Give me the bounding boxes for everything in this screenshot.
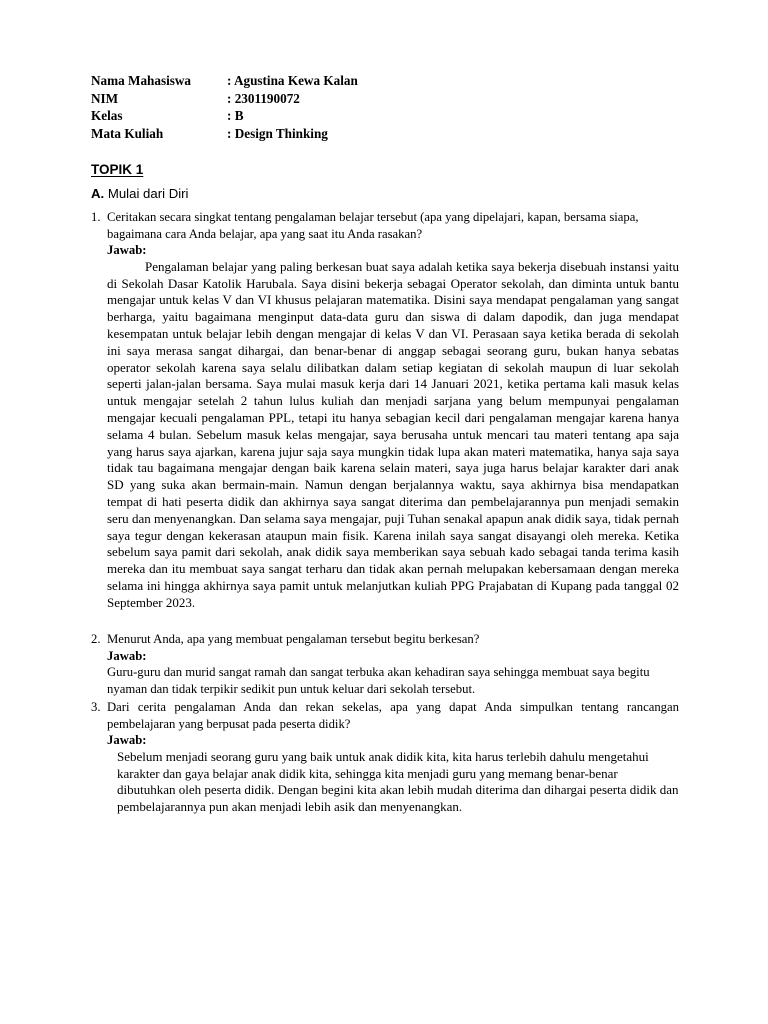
- answer-label: Jawab:: [107, 648, 147, 663]
- info-row-course: [91, 125, 358, 143]
- section-heading: [91, 186, 188, 201]
- student-info: [91, 72, 358, 142]
- answer-text: Pengalaman belajar yang paling berkesan buat saya adalah ketika saya bekerja disebuah instansi yaitu di Sekolah Dasar Katolik Harubala. Saya disini bekerja sebagai Operator sekolah, dan diminta untuk bantu mengajar untuk kelas V dan VI khusus pelajaran matematika. Disini saya mendapat pengalaman yang sangat berharga, yaitu bagaimana menginput data-data guru dan siswa di dalam dapodik, dan juga mendapat kesempatan untuk belajar lebih dengan mengajar di kelas V dan VI. Perasaan saya ketika berada di sekolah ini saya merasa sangat dihargai, dan benar-benar di anggap sebagai seorang guru, bukan hanya sebatas operator sekolah karena saya selalu dilibatkan dalam setiap kegiatan di sekolah maupun di luar sekolah seperti jalan-jalan bersama. Saya mulai masuk kerja dari 14 Januari 2021, ketika pertama kali masuk kelas untuk mengajar setelah 2 tahun lulus kuliah dan menjadi sarjana yang belum mempunyai pengalaman mengajar kecuali pengalaman PPL, tetapi itu hanya sebagian kecil dari pengalaman mengajar karena hanya selama 4 bulan. Sebelum masuk kelas mengajar, saya berusaha untuk mencari tau materi tentang apa saja yang harus saya ajarkan, karena jujur saja saya mungkin tidak lupa akan materi matematika, hanya saja saya tidak tau bagaimana mengajar dengan baik karena selain materi, saya juga harus belajar karakter dari anak SD yang suka akan bermain-main. Namun dengan berjalannya waktu, saya akhirnya bisa mendapatkan tempat di hati peserta didik dan akhirnya saya sangat diterima dan pembelajarannya pun menjadi semakin seru dan menyenangkan. Dan selama saya mengajar, puji Tuhan senakal apapun anak didik saya, tidak pernah saya tegur dengan kekerasan ataupun main fisik. Karena inilah saya sangat disayangi oleh mereka. Ketika sebelum saya pamit dari sekolah, anak didik saya memberikan saya sebuah kado sebagai tanda terima kasih mereka dan itu membuat saya sangat terharu dan tidak akan pernah melupakan kebersamaan dengan mereka selama ini hingga akhirnya saya pamit untuk melanjutkan kuliah PPG Prajabatan di Kupang pada tanggal 02 September 2023.: [107, 258, 679, 610]
- info-value: : B: [227, 108, 244, 123]
- info-row-nim: [91, 90, 358, 108]
- info-value: : 2301190072: [227, 90, 300, 106]
- question-number: 3.: [91, 700, 101, 714]
- section-letter: A.: [91, 186, 105, 201]
- answer-label: Jawab:: [107, 243, 147, 258]
- info-label: NIM: [91, 90, 119, 106]
- question-item: [91, 699, 679, 816]
- question-number: 2.: [91, 632, 101, 646]
- info-label: Nama Mahasiswa: [91, 73, 192, 88]
- answer-text: Guru-guru dan murid sangat ramah dan sangat terbuka akan kehadiran saya sehingga membuat saya begitu nyaman dan tidak terpikir sedikit pun untuk keluar dari sekolah tersebut.: [107, 665, 650, 696]
- answer-text: Sebelum menjadi seorang guru yang baik untuk anak didik kita, kita harus terlebih dahulu mengetahui karakter dan gaya belajar anak didik kita, sehingga kita menjadi guru yang memang benar-benar dibutuhkan oleh peserta didik. Dengan begini kita akan lebih mudah diterima dan dihargai peserta didik dan pembelajarannya pun akan menjadi lebih asik dan menyenangkan.: [117, 748, 679, 815]
- info-row-name: [91, 72, 358, 90]
- answer-label: Jawab:: [107, 733, 147, 748]
- topic-heading: TOPIK 1: [91, 162, 144, 177]
- question-number: 1.: [91, 210, 101, 224]
- info-row-class: [91, 107, 358, 125]
- question-text: Ceritakan secara singkat tentang pengalaman belajar tersebut (apa yang dipelajari, kapan, bersama siapa, bagaimana cara Anda belajar, apa yang saat itu Anda rasakan?: [107, 210, 639, 241]
- info-value: : Design Thinking: [227, 125, 328, 141]
- question-item: [91, 209, 679, 612]
- section-title: Mulai dari Diri: [107, 186, 189, 201]
- info-label: Mata Kuliah: [91, 125, 164, 141]
- info-label: Kelas: [91, 108, 123, 123]
- info-value: : Agustina Kewa Kalan: [227, 73, 358, 88]
- question-text: Menurut Anda, apa yang membuat pengalaman tersebut begitu berkesan?: [107, 632, 480, 646]
- question-text: Dari cerita pengalaman Anda dan rekan sekelas, apa yang dapat Anda simpulkan tentang rancangan pembelajaran yang berpusat pada peserta didik?: [107, 700, 679, 731]
- question-item: [91, 631, 679, 697]
